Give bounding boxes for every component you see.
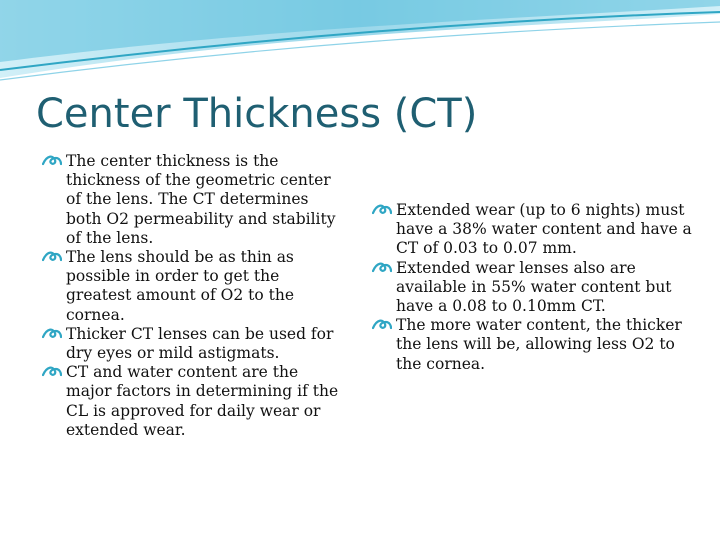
bullet-text: Extended wear (up to 6 nights) must have a 38% water content and have a CT of 0.03 to 0.07 mm. — [396, 201, 692, 258]
bullet-item — [372, 316, 692, 374]
bullet-text: The center thickness is the thickness of the geometric center of the lens. The CT determines both O2 permeability and stability of the lens. — [66, 152, 336, 247]
wave-swirl-icon — [42, 153, 62, 169]
bullet-item — [372, 201, 692, 259]
wave-swirl-icon — [372, 260, 392, 276]
wave-swirl-icon — [42, 249, 62, 265]
bullet-item — [42, 325, 342, 363]
bullet-item — [42, 152, 342, 248]
bullet-text: Thicker CT lenses can be used for dry eyes or mild astigmats. — [66, 324, 334, 363]
wave-swirl-icon — [372, 202, 392, 218]
bullet-text: CT and water content are the major factors in determining if the CL is approved for daily wear or extended wear. — [66, 363, 339, 439]
bullet-item — [42, 248, 342, 325]
bullet-item — [42, 363, 342, 440]
left-bullet-list — [42, 152, 342, 440]
header-wave-decoration — [0, 0, 720, 90]
wave-swirl-icon — [42, 326, 62, 342]
right-bullet-list — [372, 201, 692, 374]
bullet-text: The more water content, the thicker the lens will be, allowing less O2 to the cornea. — [396, 316, 682, 373]
bullet-item — [372, 259, 692, 317]
bullet-text: The lens should be as thin as possible in order to get the greatest amount of O2 to the cornea. — [66, 248, 295, 324]
wave-swirl-icon — [372, 317, 392, 333]
slide-title: Center Thickness (CT) — [36, 91, 478, 137]
bullet-text: Extended wear lenses also are available in 55% water content but have a 0.08 to 0.10mm CT. — [396, 258, 672, 316]
wave-swirl-icon — [42, 364, 62, 380]
